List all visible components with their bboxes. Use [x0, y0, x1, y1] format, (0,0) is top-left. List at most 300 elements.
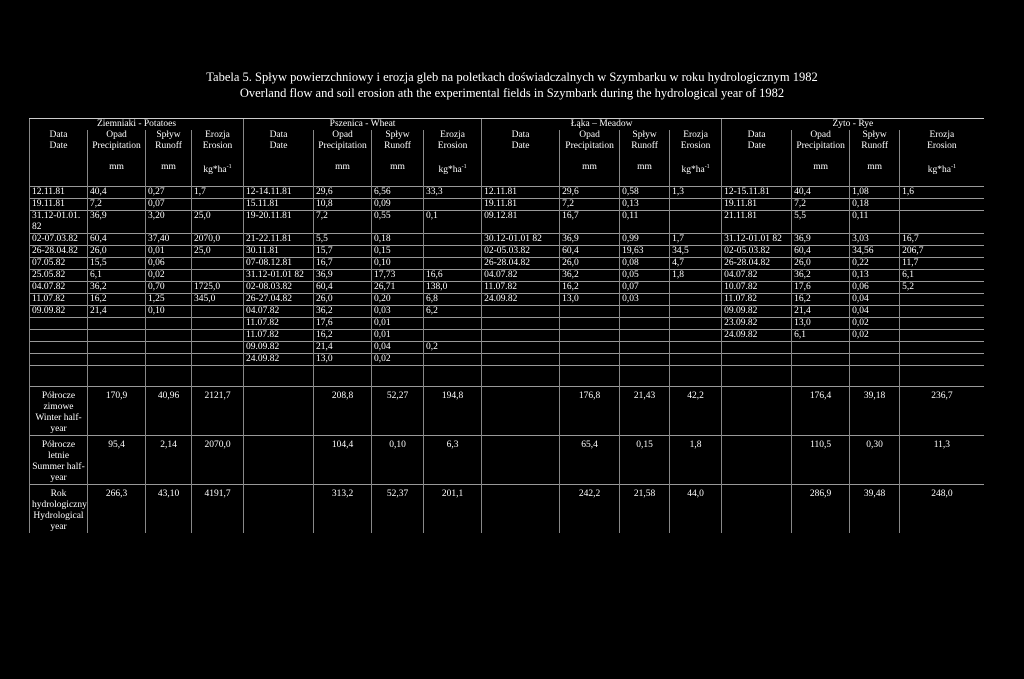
- column-header-en: Runoff: [146, 141, 192, 152]
- empty-date-cell: [244, 387, 314, 436]
- table-cell: 04.07.82: [722, 270, 792, 282]
- spacer-cell: [560, 366, 620, 387]
- table-row: [30, 246, 984, 258]
- table-cell: 0,06: [850, 282, 900, 294]
- table-cell: 26-27.04.82: [244, 294, 314, 306]
- empty-date-cell: [722, 485, 792, 534]
- table-cell: [670, 318, 722, 330]
- table-cell: 0,10: [372, 258, 424, 270]
- table-cell: 26-28.04.82: [722, 258, 792, 270]
- empty-date-cell: [482, 387, 560, 436]
- spacer-cell: [314, 366, 372, 387]
- table-cell: 21,4: [88, 306, 146, 318]
- column-header-pl: Spływ: [620, 130, 670, 141]
- table-cell: [424, 199, 482, 211]
- table-cell: 26,0: [560, 258, 620, 270]
- table-cell: 5,5: [314, 234, 372, 246]
- table-cell: 36,2: [792, 270, 850, 282]
- table-cell: [900, 306, 984, 318]
- table-cell: 0,11: [620, 211, 670, 234]
- table-cell: 0,02: [850, 318, 900, 330]
- table-cell: [900, 318, 984, 330]
- table-cell: 16,2: [314, 330, 372, 342]
- table-cell: [192, 318, 244, 330]
- table-cell: 0,03: [372, 306, 424, 318]
- table-cell: 0,01: [372, 318, 424, 330]
- table-cell: 7,2: [560, 199, 620, 211]
- table-cell: 7,2: [792, 199, 850, 211]
- table-title-pl: Tabela 5. Spływ powierzchniowy i erozja gleb na poletkach doświadczalnych w Szymbarku w roku hydrologicznym 1982: [206, 70, 818, 84]
- table-cell: 11.07.82: [30, 294, 88, 306]
- spacer-cell: [88, 366, 146, 387]
- column-header-pl: Spływ: [850, 130, 900, 141]
- table-cell: 60,4: [560, 246, 620, 258]
- table-cell: [30, 354, 88, 366]
- column-header-en: Precipitation: [792, 141, 850, 152]
- unit-label: mm: [792, 152, 850, 187]
- spacer-cell: [146, 366, 192, 387]
- table-cell: 0,02: [372, 354, 424, 366]
- table-cell: 16,6: [424, 270, 482, 282]
- table-cell: 1725,0: [192, 282, 244, 294]
- table-cell: 09.09.82: [722, 306, 792, 318]
- table-cell: 0,07: [146, 199, 192, 211]
- summary-value: 21,58: [620, 485, 670, 534]
- table-cell: 25.05.82: [30, 270, 88, 282]
- table-cell: [850, 342, 900, 354]
- table-cell: [850, 354, 900, 366]
- table-cell: 17,6: [314, 318, 372, 330]
- column-header-pl: Data: [244, 130, 314, 141]
- table-cell: 2070,0: [192, 234, 244, 246]
- table-cell: [88, 342, 146, 354]
- summary-value: 0,10: [372, 436, 424, 485]
- table-cell: [88, 318, 146, 330]
- table-cell: 0,18: [372, 234, 424, 246]
- table-row: [30, 318, 984, 330]
- table-cell: [670, 294, 722, 306]
- table-cell: 0,15: [372, 246, 424, 258]
- table-cell: 19.11.81: [30, 199, 88, 211]
- table-cell: 16,2: [88, 294, 146, 306]
- table-cell: [670, 282, 722, 294]
- column-header-pl: Erozja: [192, 130, 244, 141]
- table-cell: 30.12-01.01 82: [482, 234, 560, 246]
- table-cell: [30, 318, 88, 330]
- empty-date-cell: [482, 436, 560, 485]
- summary-value: 2070,0: [192, 436, 244, 485]
- table-cell: 16,2: [560, 282, 620, 294]
- table-cell: 1,08: [850, 187, 900, 199]
- table-cell: 36,2: [560, 270, 620, 282]
- column-header-pl: Data: [722, 130, 792, 141]
- column-header-en: Precipitation: [314, 141, 372, 152]
- table-cell: 09.12.81: [482, 211, 560, 234]
- table-cell: 31.12-01.01. 82: [30, 211, 88, 234]
- summary-value: 2121,7: [192, 387, 244, 436]
- table-cell: [192, 258, 244, 270]
- column-header-en: Erosion: [900, 141, 984, 152]
- table-cell: [900, 354, 984, 366]
- column-header-pl: Opad: [792, 130, 850, 141]
- table-cell: [900, 342, 984, 354]
- table-cell: 0,04: [372, 342, 424, 354]
- table-cell: 17,73: [372, 270, 424, 282]
- table-cell: 0,99: [620, 234, 670, 246]
- table-cell: 13,0: [314, 354, 372, 366]
- table-cell: 29,6: [314, 187, 372, 199]
- table-cell: 1,7: [192, 187, 244, 199]
- table-cell: [792, 342, 850, 354]
- table-cell: [482, 342, 560, 354]
- table-cell: 02-07.03.82: [30, 234, 88, 246]
- table-cell: 5,5: [792, 211, 850, 234]
- table-cell: [560, 330, 620, 342]
- summary-value: 21,43: [620, 387, 670, 436]
- table-cell: 34,56: [850, 246, 900, 258]
- column-header-pl: Erozja: [424, 130, 482, 141]
- table-cell: 07.05.82: [30, 258, 88, 270]
- table-cell: [722, 342, 792, 354]
- column-header-en: Erosion: [424, 141, 482, 152]
- table-cell: [620, 354, 670, 366]
- table-cell: [192, 330, 244, 342]
- table-cell: [670, 330, 722, 342]
- table-cell: [620, 318, 670, 330]
- table-cell: 36,9: [314, 270, 372, 282]
- summary-value: 170,9: [88, 387, 146, 436]
- table-cell: 16,2: [792, 294, 850, 306]
- table-cell: 02-08.03.82: [244, 282, 314, 294]
- table-cell: 31.12-01.01 82: [244, 270, 314, 282]
- table-cell: 40,4: [88, 187, 146, 199]
- table-cell: 0,08: [620, 258, 670, 270]
- table-cell: 34,5: [670, 246, 722, 258]
- summary-value: 43,10: [146, 485, 192, 534]
- summary-value: 176,8: [560, 387, 620, 436]
- table-cell: 15,7: [314, 246, 372, 258]
- summary-value: 11,3: [900, 436, 984, 485]
- table-cell: 6,2: [424, 306, 482, 318]
- summary-label: Półrocze letnie Summer half-year: [30, 436, 88, 485]
- summary-value: 208,8: [314, 387, 372, 436]
- table-cell: 0,70: [146, 282, 192, 294]
- summary-value: 313,2: [314, 485, 372, 534]
- table-cell: 206,7: [900, 246, 984, 258]
- table-cell: [146, 342, 192, 354]
- table-cell: [424, 234, 482, 246]
- spacer-cell: [192, 366, 244, 387]
- table-cell: 12-15.11.81: [722, 187, 792, 199]
- table-cell: 26-28.04.82: [482, 258, 560, 270]
- column-header-pl: Opad: [88, 130, 146, 141]
- table-cell: 11.07.82: [244, 330, 314, 342]
- table-cell: [670, 211, 722, 234]
- table-cell: 60,4: [314, 282, 372, 294]
- empty-date-cell: [722, 436, 792, 485]
- summary-value: 2,14: [146, 436, 192, 485]
- table-row: [30, 211, 984, 234]
- table-cell: [146, 318, 192, 330]
- table-cell: [670, 354, 722, 366]
- table-row: [30, 270, 984, 282]
- table-cell: 16,7: [560, 211, 620, 234]
- table-cell: 21-22.11.81: [244, 234, 314, 246]
- table-cell: 0,02: [850, 330, 900, 342]
- unit-label: $kg*ha^{-1}$: [670, 152, 722, 187]
- table-cell: 36,9: [560, 234, 620, 246]
- table-cell: 6,1: [792, 330, 850, 342]
- crop-rye: Żyto - Rye: [722, 119, 984, 131]
- table-cell: 11.07.82: [244, 318, 314, 330]
- summary-value: 65,4: [560, 436, 620, 485]
- table-cell: 0,58: [620, 187, 670, 199]
- table-cell: 5,2: [900, 282, 984, 294]
- table-cell: 0,18: [850, 199, 900, 211]
- table-cell: 0,13: [850, 270, 900, 282]
- table-cell: 24.09.82: [482, 294, 560, 306]
- unit-label: mm: [314, 152, 372, 187]
- table-cell: 13,0: [792, 318, 850, 330]
- table-cell: 3,03: [850, 234, 900, 246]
- table-cell: 36,9: [792, 234, 850, 246]
- column-header-en: Date: [482, 141, 560, 152]
- column-header-pl: Opad: [314, 130, 372, 141]
- table-cell: [424, 318, 482, 330]
- table-cell: 07-08.12.81: [244, 258, 314, 270]
- table-cell: [482, 330, 560, 342]
- table-cell: 36,9: [88, 211, 146, 234]
- unit-label: $kg*ha^{-1}$: [424, 152, 482, 187]
- table-cell: 60,4: [88, 234, 146, 246]
- table-cell: 1,6: [900, 187, 984, 199]
- table-cell: 0,03: [620, 294, 670, 306]
- column-header-en: Runoff: [850, 141, 900, 152]
- summary-value: 201,1: [424, 485, 482, 534]
- spacer-cell: [850, 366, 900, 387]
- column-header-pl: Opad: [560, 130, 620, 141]
- table-cell: 6,1: [900, 270, 984, 282]
- table-cell: 11,7: [900, 258, 984, 270]
- table-cell: [30, 342, 88, 354]
- summary-value: 39,18: [850, 387, 900, 436]
- summary-value: 52,37: [372, 485, 424, 534]
- table-cell: 23.09.82: [722, 318, 792, 330]
- summary-value: 194,8: [424, 387, 482, 436]
- spacer-cell: [722, 366, 792, 387]
- table-row: [30, 342, 984, 354]
- table-cell: [560, 318, 620, 330]
- table-cell: 0,06: [146, 258, 192, 270]
- table-cell: 0,13: [620, 199, 670, 211]
- table-cell: 0,07: [620, 282, 670, 294]
- column-header-en: Precipitation: [560, 141, 620, 152]
- table-row: [30, 330, 984, 342]
- table-cell: 12.11.81: [30, 187, 88, 199]
- table-cell: 37,40: [146, 234, 192, 246]
- summary-row: [30, 485, 984, 534]
- table-cell: 1,25: [146, 294, 192, 306]
- table-cell: 6,1: [88, 270, 146, 282]
- column-header-en: Date: [244, 141, 314, 152]
- table-cell: 0,01: [146, 246, 192, 258]
- table-cell: 13,0: [560, 294, 620, 306]
- crop-meadow: Łąka – Meadow: [482, 119, 722, 131]
- unit-label: $kg*ha^{-1}$: [192, 152, 244, 187]
- table-cell: 1,8: [670, 270, 722, 282]
- summary-value: 95,4: [88, 436, 146, 485]
- table-cell: [30, 330, 88, 342]
- summary-row: [30, 436, 984, 485]
- column-header-pl: Data: [30, 130, 88, 141]
- unit-label: [722, 152, 792, 187]
- table-cell: 12.11.81: [482, 187, 560, 199]
- table-cell: 3,20: [146, 211, 192, 234]
- spacer-cell: [372, 366, 424, 387]
- table-cell: 0,04: [850, 306, 900, 318]
- table-cell: 21,4: [792, 306, 850, 318]
- table-cell: [900, 211, 984, 234]
- empty-date-cell: [244, 436, 314, 485]
- table-cell: [620, 342, 670, 354]
- table-cell: 345,0: [192, 294, 244, 306]
- table-cell: [792, 354, 850, 366]
- summary-label: Rok hydrologiczny Hydrological year: [30, 485, 88, 534]
- unit-label: [244, 152, 314, 187]
- table-cell: [192, 306, 244, 318]
- table-cell: 1,7: [670, 234, 722, 246]
- summary-value: 110,5: [792, 436, 850, 485]
- table-cell: [900, 199, 984, 211]
- spacer-cell: [244, 366, 314, 387]
- table-cell: 26-28.04.82: [30, 246, 88, 258]
- summary-value: 42,2: [670, 387, 722, 436]
- table-cell: 10.07.82: [722, 282, 792, 294]
- table-cell: 0,27: [146, 187, 192, 199]
- table-cell: 0,22: [850, 258, 900, 270]
- summary-value: 39,48: [850, 485, 900, 534]
- summary-value: 248,0: [900, 485, 984, 534]
- table-cell: [560, 342, 620, 354]
- crop-potatoes: Ziemniaki - Potatoes: [30, 119, 244, 131]
- table-cell: [482, 318, 560, 330]
- summary-value: 0,30: [850, 436, 900, 485]
- column-header-pl: Erozja: [670, 130, 722, 141]
- summary-value: 52,27: [372, 387, 424, 436]
- table-cell: 0,09: [372, 199, 424, 211]
- table-cell: 0,20: [372, 294, 424, 306]
- table-cell: [146, 330, 192, 342]
- table-cell: 10,8: [314, 199, 372, 211]
- table-cell: 26,0: [314, 294, 372, 306]
- table-cell: 26,0: [792, 258, 850, 270]
- table-cell: [620, 330, 670, 342]
- table-cell: 36,2: [314, 306, 372, 318]
- table-cell: 02-05.03.82: [722, 246, 792, 258]
- column-header-pl: Spływ: [146, 130, 192, 141]
- table-cell: [192, 199, 244, 211]
- table-cell: [424, 246, 482, 258]
- table-cell: [424, 330, 482, 342]
- summary-value: 286,9: [792, 485, 850, 534]
- table-cell: [900, 294, 984, 306]
- table-cell: 15.11.81: [244, 199, 314, 211]
- table-cell: 138,0: [424, 282, 482, 294]
- spacer-cell: [792, 366, 850, 387]
- table-cell: 26,71: [372, 282, 424, 294]
- empty-date-cell: [482, 485, 560, 534]
- column-header-en: Date: [30, 141, 88, 152]
- table-cell: 0,10: [146, 306, 192, 318]
- table-cell: 0,01: [372, 330, 424, 342]
- table-cell: 25,0: [192, 246, 244, 258]
- table-cell: 04.07.82: [30, 282, 88, 294]
- table-cell: 30.11.81: [244, 246, 314, 258]
- table-row: [30, 294, 984, 306]
- table-cell: [900, 330, 984, 342]
- table-cell: 7,2: [88, 199, 146, 211]
- table-cell: [424, 354, 482, 366]
- unit-label: mm: [146, 152, 192, 187]
- column-header-pl: Erozja: [900, 130, 984, 141]
- table-cell: [88, 330, 146, 342]
- table-cell: 02-05.03.82: [482, 246, 560, 258]
- column-header-en: Erosion: [192, 141, 244, 152]
- table-row: [30, 199, 984, 211]
- table-cell: 09.09.82: [30, 306, 88, 318]
- table-cell: 0,04: [850, 294, 900, 306]
- summary-value: 0,15: [620, 436, 670, 485]
- table-row: [30, 354, 984, 366]
- table-cell: [560, 306, 620, 318]
- table-cell: 6,56: [372, 187, 424, 199]
- table-cell: [620, 306, 670, 318]
- summary-value: 6,3: [424, 436, 482, 485]
- table-cell: 17,6: [792, 282, 850, 294]
- column-header-en: Runoff: [620, 141, 670, 152]
- table-cell: [192, 354, 244, 366]
- table-cell: 25,0: [192, 211, 244, 234]
- table-cell: [482, 306, 560, 318]
- empty-date-cell: [722, 387, 792, 436]
- table-cell: 19.11.81: [482, 199, 560, 211]
- table-cell: 19,63: [620, 246, 670, 258]
- table-row: [30, 282, 984, 294]
- table-cell: 26,0: [88, 246, 146, 258]
- table-cell: [192, 270, 244, 282]
- table-cell: [670, 342, 722, 354]
- table-cell: 36,2: [88, 282, 146, 294]
- table-cell: 0,55: [372, 211, 424, 234]
- summary-value: 242,2: [560, 485, 620, 534]
- table-cell: 21.11.81: [722, 211, 792, 234]
- table-cell: [192, 342, 244, 354]
- table-cell: 60,4: [792, 246, 850, 258]
- table-cell: 11.07.82: [722, 294, 792, 306]
- column-header-en: Runoff: [372, 141, 424, 152]
- column-header-en: Date: [722, 141, 792, 152]
- table-cell: 19.11.81: [722, 199, 792, 211]
- table-cell: 16,7: [900, 234, 984, 246]
- table-row: [30, 187, 984, 199]
- spacer-cell: [620, 366, 670, 387]
- column-header-en: Precipitation: [88, 141, 146, 152]
- unit-label: mm: [620, 152, 670, 187]
- unit-label: $kg*ha^{-1}$: [900, 152, 984, 187]
- table-cell: 15,5: [88, 258, 146, 270]
- summary-value: 4191,7: [192, 485, 244, 534]
- table-cell: 12-14.11.81: [244, 187, 314, 199]
